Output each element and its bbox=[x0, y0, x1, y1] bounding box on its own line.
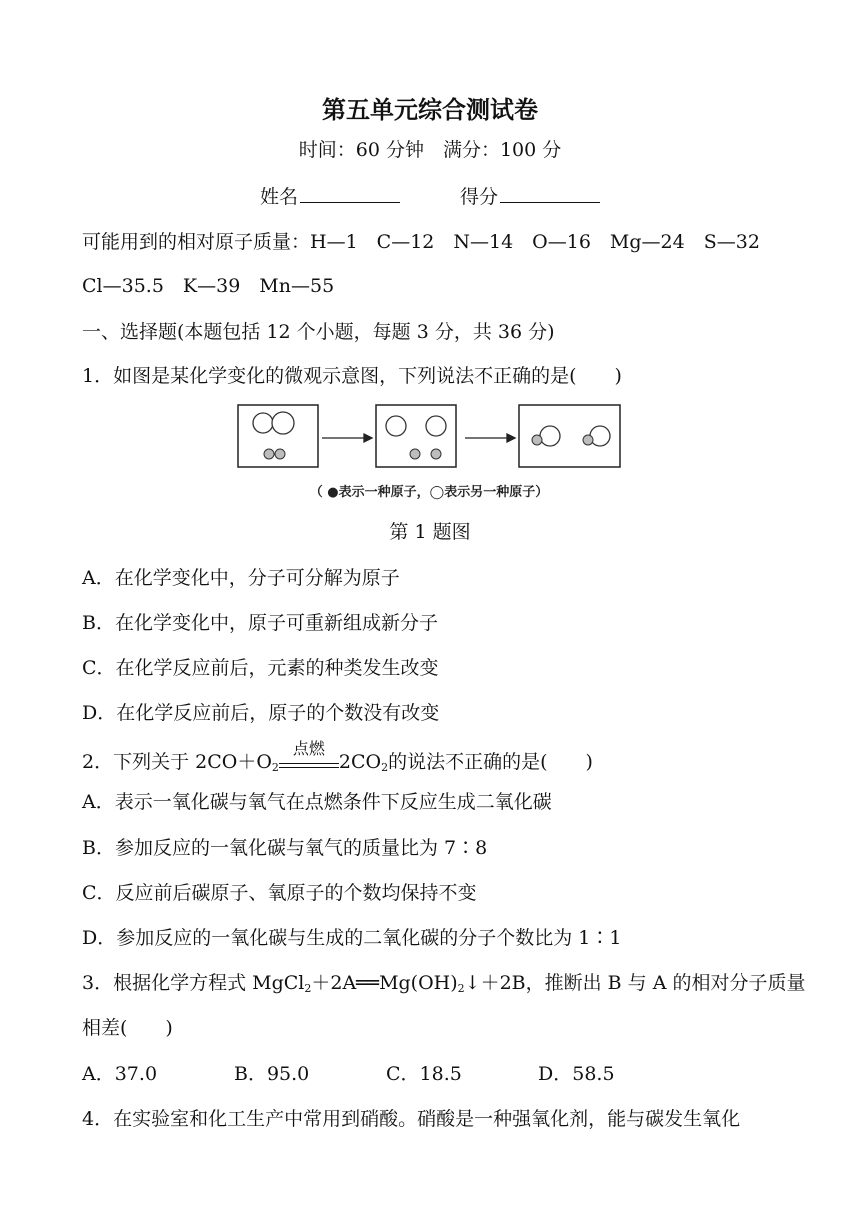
score-label: 得分 bbox=[460, 186, 499, 208]
q1-micro-diagram bbox=[236, 402, 626, 508]
question-3-stem: 3．根据化学方程式 $MgCl_2+2A══Mg(OH)_2↓+2B$，推断出 B 与 A 的相对分子质量 bbox=[82, 972, 806, 995]
q1-legend: （ ●表示一种原子，◯表示另一种原子） bbox=[309, 485, 549, 500]
section-heading: 一、选择题(本题包括 12 个小题，每题 3 分，共 36 分) bbox=[82, 321, 555, 343]
name-score-line bbox=[0, 184, 860, 209]
time-line: 时间：60 分钟 满分：100 分 bbox=[298, 139, 562, 161]
score-blank[interactable] bbox=[500, 184, 600, 203]
q1-option-b: B．在化学变化中，原子可重新组成新分子 bbox=[82, 612, 438, 634]
q1-option-c: C．在化学反应前后，元素的种类发生改变 bbox=[82, 657, 439, 679]
name-label: 姓名 bbox=[259, 186, 298, 208]
page-title: 第五单元综合测试卷 bbox=[322, 96, 538, 124]
q1-option-a: A．在化学变化中，分子可分解为原子 bbox=[82, 567, 400, 589]
atomic-masses-line-1: 可能用到的相对原子质量：H—1 C—12 N—14 O—16 Mg—24 S—32 bbox=[82, 231, 760, 253]
name-blank[interactable] bbox=[300, 184, 400, 203]
q3-option-a: A．37.0 bbox=[82, 1063, 158, 1085]
q2-option-a: A．表示一氧化碳与氧气在点燃条件下反应生成二氧化碳 bbox=[82, 791, 552, 813]
q2-option-d: D．参加反应的一氧化碳与生成的二氧化碳的分子个数比为 1∶1 bbox=[82, 927, 622, 949]
q3-option-b: B．95.0 bbox=[234, 1063, 310, 1085]
question-1-stem: 1．如图是某化学变化的微观示意图，下列说法不正确的是( ) bbox=[82, 365, 622, 387]
reaction-condition: 点燃 bbox=[279, 755, 339, 768]
question-4-stem: 4．在实验室和化工生产中常用到硝酸。硝酸是一种强氧化剂，能与碳发生氧化 bbox=[82, 1108, 741, 1130]
question-2-stem: 2．下列关于 $2CO+O_2$ 点燃 $2CO_2$的说法不正确的是( ) bbox=[82, 739, 593, 774]
q1-option-d: D．在化学反应前后，原子的个数没有改变 bbox=[82, 702, 440, 724]
q2-option-b: B．参加反应的一氧化碳与氧气的质量比为 7∶8 bbox=[82, 837, 488, 859]
atomic-masses-line-2: Cl—35.5 K—39 Mn—55 bbox=[82, 275, 335, 297]
q3-option-d: D．58.5 bbox=[538, 1063, 615, 1085]
q2-option-c: C．反应前后碳原子、氧原子的个数均保持不变 bbox=[82, 882, 477, 904]
q1-caption: 第 1 题图 bbox=[389, 521, 471, 543]
question-3-stem-line-2: 相差( ) bbox=[82, 1017, 173, 1039]
q3-options bbox=[82, 1062, 690, 1086]
q3-option-c: C．18.5 bbox=[386, 1063, 462, 1085]
